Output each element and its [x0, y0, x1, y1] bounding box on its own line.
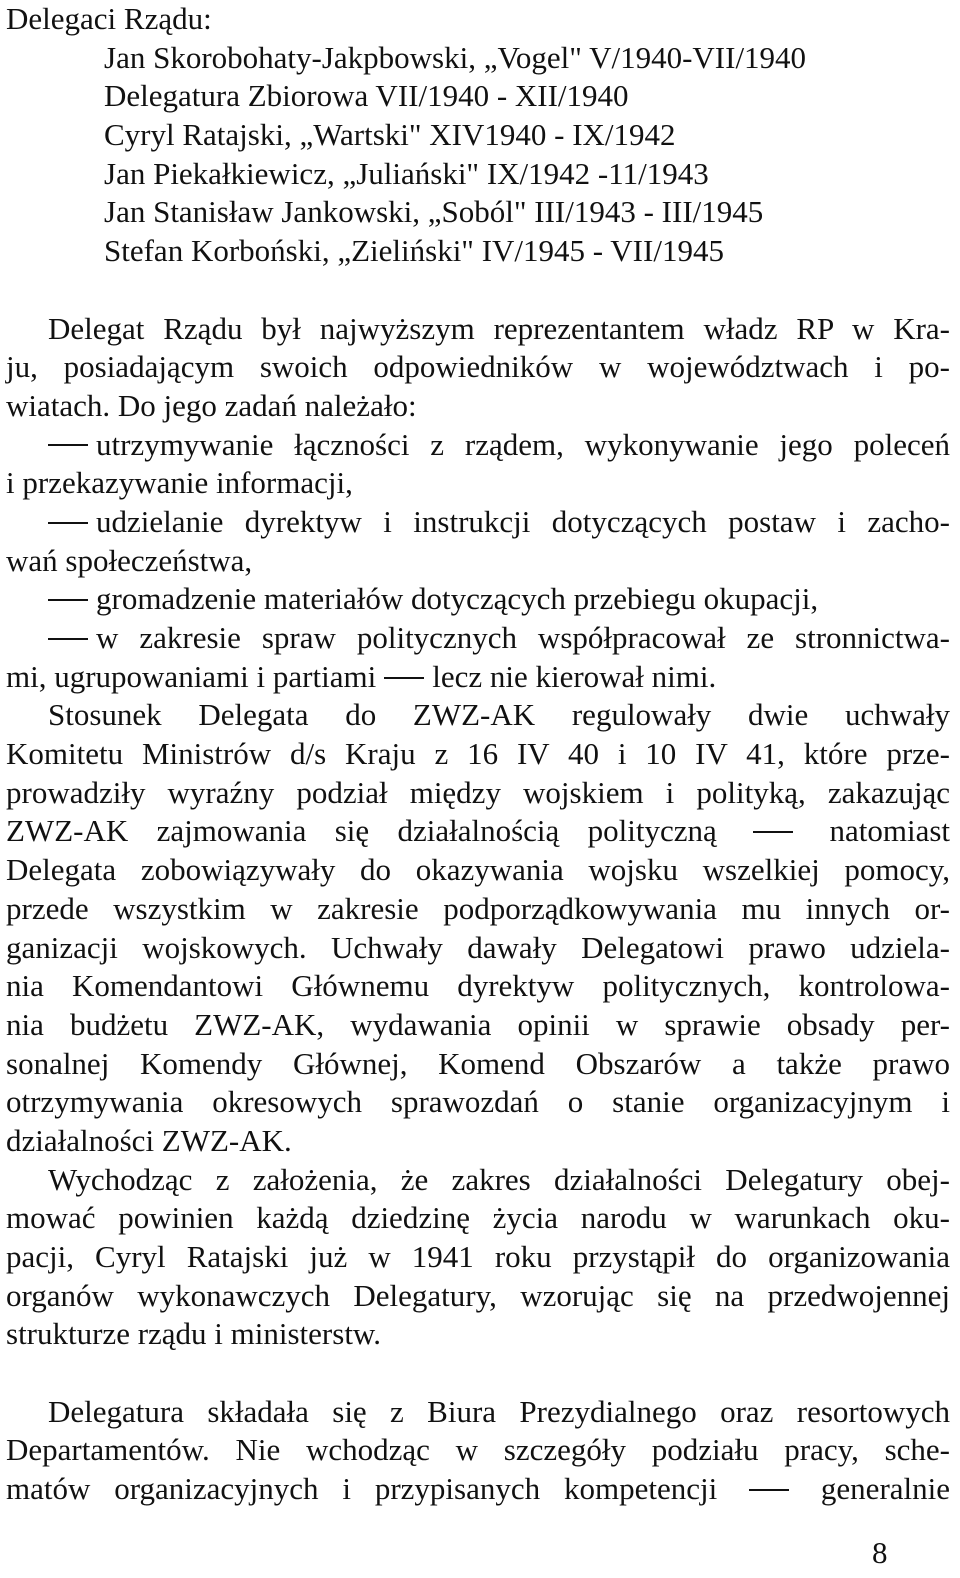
paragraph-delegate-role — [6, 310, 950, 426]
spacer — [6, 1354, 950, 1393]
text-line: Wychodząc z założenia, że zakres działalności Delegatury obej- — [48, 1161, 950, 1197]
paragraph-organization — [6, 1161, 950, 1354]
text-line: Delegata zobowiązywały do okazywania wojsku wszelkiej pomocy, — [6, 852, 950, 888]
text-line: strukturze rządu i ministerstw. — [6, 1316, 382, 1352]
text-line — [6, 812, 950, 851]
em-dash — [753, 831, 793, 833]
paragraph-zwz-ak — [6, 696, 950, 1160]
text-line: otrzymywania okresowych sprawozdań o stanie organizacyjnym i — [6, 1084, 950, 1120]
duty-item — [6, 619, 950, 658]
text-span: gromadzenie materiałów dotyczących przebiegu okupacji, — [96, 581, 819, 617]
text-line: organów wykonawczych Delegatury, wzorując się na przedwojennej — [6, 1277, 950, 1313]
em-dash — [749, 1489, 789, 1491]
text-line: przede wszystkim w zakresie podporządkowywania mu innych or- — [6, 890, 950, 926]
delegate-item: Delegatura Zbiorowa VII/1940 - XII/1940 — [104, 78, 629, 114]
em-dash — [384, 677, 424, 679]
text-line: Komitetu Ministrów d/s Kraju z 16 IV 40 i 10 IV 41, które prze- — [6, 736, 950, 772]
duty-item-continuation — [6, 658, 950, 697]
paragraph-structure — [6, 1393, 950, 1509]
delegate-item: Stefan Korboński, „Zieliński" IV/1945 - VII/1945 — [104, 233, 724, 269]
em-dash — [48, 522, 88, 524]
text-span: w zakresie spraw politycznych współpracował ze stronnictwa- — [96, 620, 950, 655]
duty-item — [6, 503, 950, 542]
em-dash — [48, 444, 88, 446]
text-line: Delegat Rządu był najwyższym reprezentantem władz RP w Kra- — [48, 310, 950, 346]
spacer — [6, 271, 950, 310]
page-number: 8 — [872, 1535, 888, 1570]
em-dash — [48, 638, 88, 640]
duty-item — [6, 580, 950, 619]
text-span: udzielanie dyrektyw i instrukcji dotyczących postaw i zacho- — [96, 503, 950, 539]
text-line: Delegatura składała się z Biura Prezydialnego oraz resortowych — [48, 1393, 950, 1429]
text-line: Stosunek Delegata do ZWZ-AK regulowały dwie uchwały — [48, 697, 950, 733]
delegate-item: Jan Piekałkiewicz, „Juliański" IX/1942 -11/1943 — [104, 155, 709, 191]
text-line: ganizacji wojskowych. Uchwały dawały Delegatowi prawo udziela- — [6, 929, 950, 965]
delegate-item: Cyryl Ratajski, „Wartski" XIV1940 - IX/1942 — [104, 117, 676, 153]
duty-item-continuation: i przekazywanie informacji, — [6, 465, 353, 501]
delegates-section — [6, 0, 950, 271]
duty-item — [6, 426, 950, 465]
text-line: prowadziły wyraźny podział między wojskiem i polityką, zakazując — [6, 774, 950, 810]
text-line: pacji, Cyryl Ratajski już w 1941 roku przystąpił do organizowania — [6, 1239, 950, 1274]
text-line: ju, posiadającym swoich odpowiedników w województwach i po- — [6, 349, 950, 385]
text-line: nia budżetu ZWZ-AK, wydawania opinii w sprawie obsady per- — [6, 1006, 950, 1042]
text-line: wiatach. Do jego zadań należało: — [6, 387, 417, 423]
document-page — [6, 0, 950, 1509]
text-line: sonalnej Komendy Głównej, Komend Obszarów a także prawo — [6, 1045, 950, 1081]
text-span: lecz nie kierował nimi. — [432, 658, 717, 694]
duties-list — [6, 426, 950, 697]
delegate-item: Jan Skorobohaty-Jakpbowski, „Vogel" V/1940-VII/1940 — [104, 39, 807, 75]
em-dash — [48, 599, 88, 601]
text-line: działalności ZWZ-AK. — [6, 1122, 292, 1158]
text-line: nia Komendantowi Głównemu dyrektyw politycznych, kontrolowa- — [6, 968, 950, 1004]
text-span: generalnie — [820, 1471, 951, 1507]
text-span: ZWZ-AK zajmowania się działalnością polityczną — [6, 813, 717, 849]
delegates-heading: Delegaci Rządu: — [6, 1, 212, 36]
delegate-item: Jan Stanisław Jankowski, „Soból" III/1943 - III/1945 — [104, 194, 764, 230]
duty-item-continuation: wań społeczeństwa, — [6, 542, 253, 578]
text-span: utrzymywanie łączności z rządem, wykonywanie jego poleceń — [96, 426, 950, 462]
text-line: Departamentów. Nie wchodząc w szczegóły podziału pracy, sche- — [6, 1432, 950, 1468]
text-span: natomiast — [829, 813, 951, 849]
text-line: mować powinien każdą dziedzinę życia narodu w warunkach oku- — [6, 1200, 950, 1236]
text-line — [6, 1470, 950, 1509]
text-span: mi, ugrupowaniami i partiami — [6, 658, 377, 694]
text-span: matów organizacyjnych i przypisanych kompetencji — [6, 1471, 718, 1507]
